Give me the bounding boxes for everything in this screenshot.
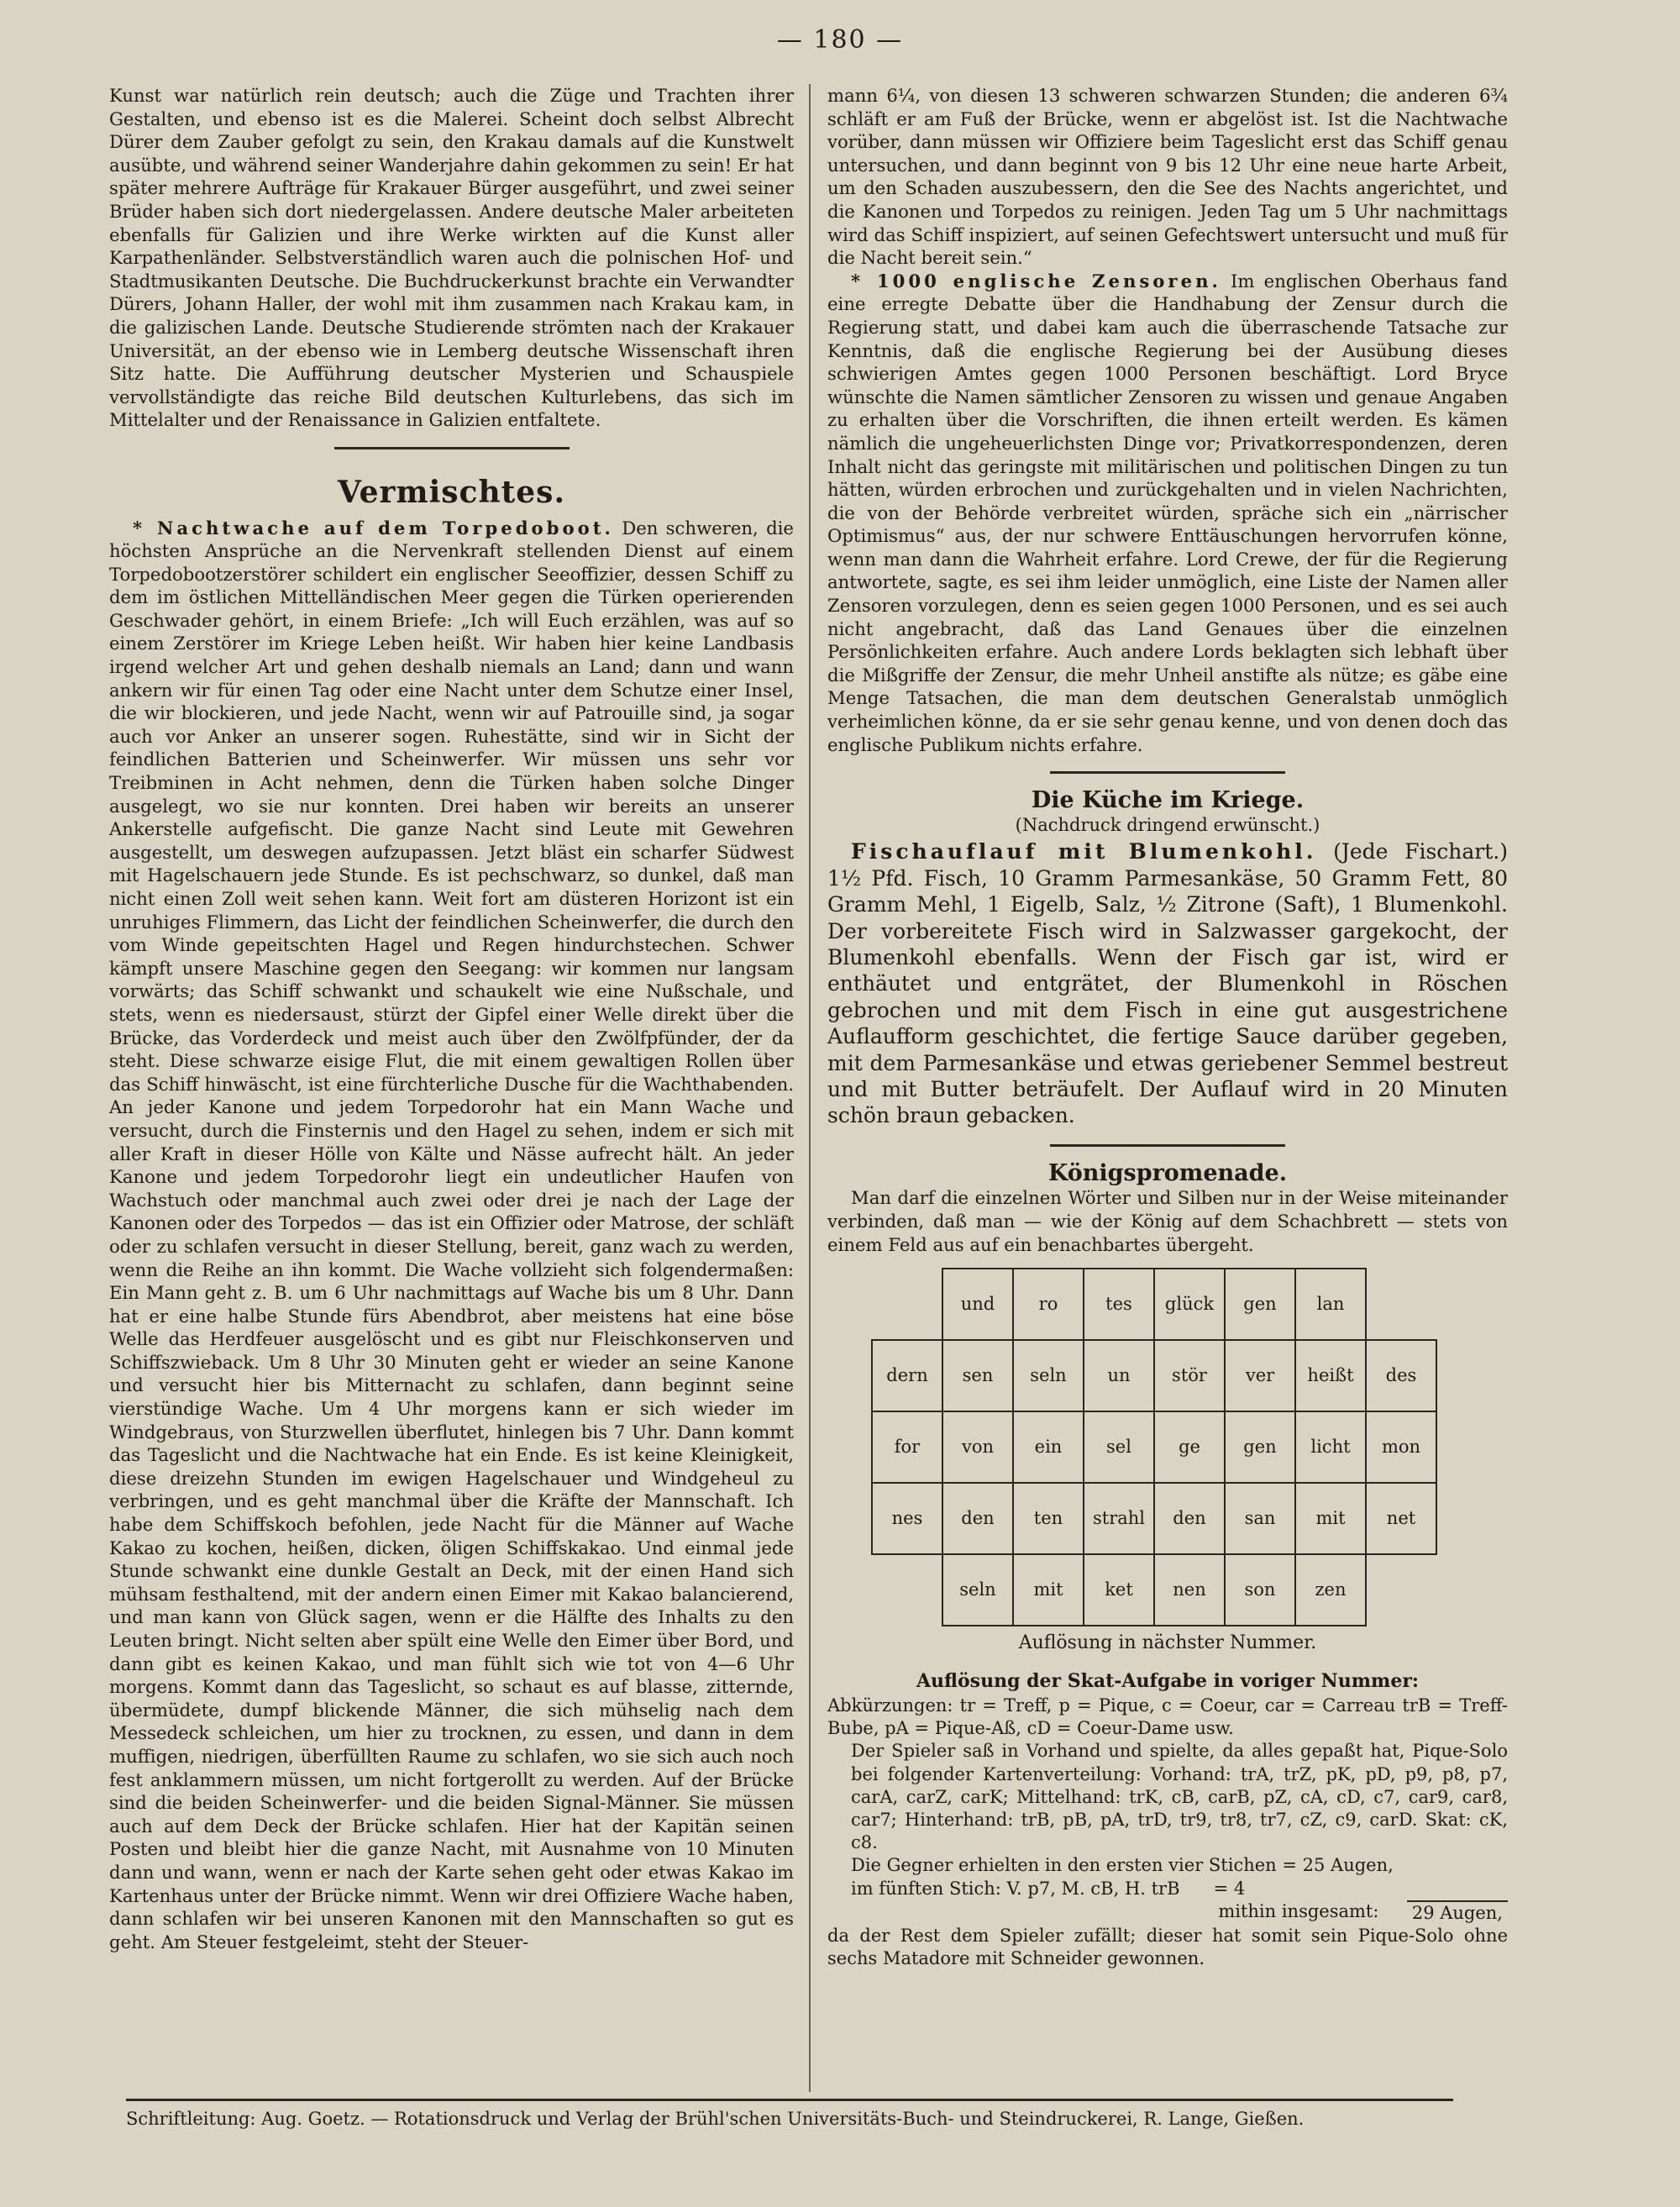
- board-cell: den: [1154, 1483, 1225, 1554]
- recipe-paragraph: [827, 838, 1508, 1128]
- board-cell: san: [1225, 1483, 1295, 1554]
- solution-note: Auflösung in nächster Nummer.: [1018, 1632, 1317, 1654]
- board-row: [872, 1411, 1436, 1483]
- board-cell: seln: [1013, 1340, 1084, 1411]
- skat-sum-value: 29 Augen,: [1407, 1900, 1508, 1925]
- board-row: [872, 1483, 1436, 1554]
- section-separator: [1050, 771, 1285, 774]
- board-cell: licht: [1295, 1411, 1366, 1483]
- skat-line2-text: im fünften Stich: V. p7, M. cB, H. trB: [851, 1878, 1180, 1899]
- zensoren-text: Im englischen Oberhaus fand eine erregte Debatte über die Handhabung der Zensur durch die Regierung statt, und dabei kam auch die überraschende Tatsache zur Kenntnis, daß die englische Regierung bei der Ausübung dieses schwierigen Amtes gegen 1000 Personen beschäftigt. Lord Bryce wünschte die Namen sämtlicher Zensoren zu wissen und genaue Angaben zu erhalten über die Vorschriften, die ihnen erteilt werden. Es kämen nämlich die ungeheuerlichsten Dinge vor; Privatkorrespondenzen, deren Inhalt nicht das geringste mit militärischen und politischen Dingen zu tun hätten, würden erbrochen und zurückgehalten und in vielen Nachrichten, die von der Behörde verbreitet würden, spräche sich ein „närrischer Optimismus“ aus, der nur schwere Enttäuschungen hervorrufen könne, wenn man dann die Wahrheit erfahre. Lord Crewe, der für die Regierung antwortete, sagte, es sei ihm leider unmöglich, eine Liste der Namen aller Zensoren vorzulegen, denn es seien gegen 1000 Personen, und es sei auch nicht angebracht, daß das Land Genaues über die einzelnen Persönlichkeiten erfahre. Auch andere Lords beklagten sich lebhaft über die Mißgriffe der Zensur, die mehr Unheil anstifte als nütze; es gäbe eine Menge Tatsachen, die man dem deutschen Generalstab unmöglich verheimlichen könne, da er sie sehr genau kenne, und von denen doch das englische Publikum nichts erfahre.: [827, 270, 1508, 755]
- zensoren-title: * 1000 englische Zensoren.: [851, 270, 1221, 292]
- recipe-text: (Jede Fischart.) 1½ Pfd. Fisch, 10 Gramm Parmesankäse, 50 Gramm Fett, 80 Gramm Mehl, 1 Eigelb, Salz, ½ Zitrone (Saft), 1 Blumenkohl. Der vorbereitete Fisch wird in Salzwasser gargekocht, der Blumenkohl ebenfalls. Wenn der Fisch gar ist, wird er enthäutet und entgrätet, der Blumenkohl in Röschen gebrochen und mit dem Fisch in eine gut ausgestrichene Auflaufform geschichtet, die fertige Sauce darüber gegeben, mit dem Parmesankäse und etwas geriebener Semmel bestreut und mit Butter beträufelt. Der Auflauf wird in 20 Minuten schön braun gebacken.: [827, 839, 1508, 1128]
- section-separator: [334, 447, 570, 449]
- board-cell: sel: [1084, 1411, 1154, 1483]
- board-row: [872, 1554, 1436, 1626]
- board-cell: ge: [1154, 1411, 1225, 1483]
- board-cell: heißt: [1295, 1340, 1366, 1411]
- skat-line2-value: = 4: [1213, 1878, 1246, 1899]
- board-cell: tes: [1084, 1269, 1154, 1340]
- intro-paragraph: Kunst war natürlich rein deutsch; auch die Züge und Trachten ihrer Gestalten, und ebenso ist es die Malerei. Scheint doch selbst Albrecht Dürer dem Zauber gefolgt zu sein, den Krakau damals auf die Kunstwelt ausübte, und während seiner Wanderjahre dahin gekommen zu sein! Er hat später mehrere Aufträge für Krakauer Bürger ausgeführt, und zwei seiner Brüder haben sich dort niedergelassen. Andere deutsche Maler arbeiteten ebenfalls für Galizien und ihre Werke wirkten auf die Kunst aller Karpathenländer. Selbstverständlich waren auch die polnischen Hof- und Stadtmusikanten Deutsche. Die Buchdruckerkunst brachte ein Verwandter Dürers, Johann Haller, der wohl mit ihm zusammen nach Krakau kam, in die galizischen Lande. Deutsche Studierende strömten nach der Krakauer Universität, an der ebenso wie in Lemberg deutsche Wissenschaft ihren Sitz hatte. Die Aufführung deutscher Mysterien und Schauspiele vervollständigte das reiche Bild deutschen Kulturlebens, das sich im Mittelalter und der Renaissance in Galizien entfaltete.: [109, 85, 794, 431]
- board-cell: [1366, 1269, 1436, 1340]
- right-column: [827, 84, 1508, 1970]
- skat-solution: [827, 1670, 1508, 1971]
- board-cell: mit: [1013, 1554, 1084, 1626]
- skat-sum-row: [827, 1900, 1508, 1925]
- board-cell: ein: [1013, 1411, 1084, 1483]
- board-cell: ro: [1013, 1269, 1084, 1340]
- puzzle-board: [871, 1268, 1437, 1626]
- board-cell: ten: [1013, 1483, 1084, 1554]
- page-number: — 180 —: [776, 25, 904, 55]
- board-cell: for: [872, 1411, 942, 1483]
- section-separator: [1050, 1144, 1285, 1147]
- board-cell: dern: [872, 1340, 942, 1411]
- torpedo-text: Den schweren, die höchsten Ansprüche an die Nervenkraft stellenden Dienst auf einem Torpedobootzerstörer schildert ein englischer Seeoffizier, dessen Schiff zu dem im östlichen Mittelländischen Meer gegen die Türken operierenden Geschwader gehört, in einem Briefe: „Ich will Euch erzählen, was auf so einem Zerstörer im Kriege Leben heißt. Wir haben hier keine Landbasis irgend welcher Art und gehen deshalb niemals an Land; dann und wann ankern wir für einen Tag oder eine Nacht unter dem Schutze einer Insel, die wir blockieren, und jede Nacht, wenn wir auf Patrouille sind, ja sogar auch vor Anker an unserer sogen. Ruhestätte, sind wir in Sicht der feindlichen Batterien und Scheinwerfer. Wir müssen uns sehr vor Treibminen in Acht nehmen, denn die Türken haben solche Dinger ausgelegt, wo sie nur konnten. Drei haben wir bereits an unserer Ankerstelle aufgefischt. Die ganze Nacht sind Leute mit Gewehren ausgestellt, um deswegen aufzupassen. Jetzt bläst ein scharfer Südwest mit Hagelschauern jede Stunde. Es ist pechschwarz, so dunkel, daß man nicht einen Zoll weit sehen kann. Weit fort am düsteren Horizont ist ein unruhiges Flimmern, das Licht der feindlichen Scheinwerfer, die durch den vom Winde gepeitschten Hagel und Regen hindurchstechen. Schwer kämpft unsere Maschine gegen den Seegang: wir kommen nur langsam vorwärts; das Schiff schwankt und schaukelt wie eine Nußschale, und stets, wenn es niedersaust, stürzt der Gipfel einer Welle direkt über die Brücke, das Vorderdeck und meist auch über den Zwölfpfünder, der da steht. Diese schwarze eisige Flut, die mit einem gewaltigen Rollen über das Schiff hinwäscht, ist eine fürchterliche Dusche für die Wachthabenden. An jeder Kanone und jedem Torpedorohr hat ein Mann Wache und versucht, durch die Finsternis und den Hagel zu sehen, indem er sich mit aller Kraft in dieser Hölle von Kälte und Nässe aufrecht hält. An jeder Kanone und jedem Torpedorohr liegt ein undeutlicher Haufen von Wachstuch oder manchmal auch zwei oder drei je nach der Lage der Kanonen oder des Torpedos — das ist ein Offizier oder Matrose, der schläft oder zu schlafen versucht in dieser Stellung, bereit, ganz wach zu werden, wenn die Reihe an ihn kommt. Die Wache vollzieht sich folgendermaßen: Ein Mann geht z. B. um 6 Uhr nachmittags auf Wache bis um 8 Uhr. Dann hat er eine halbe Stunde fürs Abendbrot, aber meistens hat eine böse Welle das Herdfeuer ausgelöscht und es gibt nur Fleischkonserven und Schiffszwieback. Um 8 Uhr 30 Minuten geht er wieder an seine Kanone und versucht hier bis Mitternacht zu schlafen, dann beginnt seine vierstündige Wache. Um 4 Uhr morgens kann er sich wieder im Windgebraus, von Sturzwellen überflutet, hinlegen bis 7 Uhr. Dann kommt das Tageslicht und die Nachtwache hat ein Ende. Es ist keine Kleinigkeit, diese dreizehn Stunden im ewigen Hagelschauer und Windgeheul zu verbringen, und es geht manchmal über die Kräfte der Mannschaft. Ich habe dem Schiffskoch befohlen, jede Nacht für die Männer auf Wache Kakao zu kochen, heißen, dicken, öligen Schiffskakao. Und einmal jede Stunde schwankt eine dunkle Gestalt an Deck, mit der einen Hand sich mühsam festhaltend, mit der andern einen Eimer mit Kakao balancierend, und man kann von Glück sagen, wenn er die Hälfte des Inhalts zu den Leuten bringt. Nicht selten aber spült eine Welle den Eimer über Bord, und dann gibt es keinen Kakao, und man fühlt sich wie tot von 4—6 Uhr morgens. Kommt dann das Tageslicht, so schaut es auf blasse, zitternde, übermüdete, dumpf blickende Männer, die sich mühselig nach dem Messedeck schleichen, um hier zu trocknen, zu essen, und dann in dem muffigen, niedrigen, überfüllten Raume zu schlafen, wo sie sich auch noch fest anklammern müssen, um nicht fortgerollt zu werden. Auf der Brücke sind die beiden Scheinwerfer- und die beiden Signal-Männer. Sie müssen auch auf dem Deck der Brücke schlafen. Hier hat der Kapitän seinen Posten und bleibt hier die ganze Nacht, mit Ausnahme von 10 Minuten dann und wann, wenn er nach der Karte sehen geht oder etwas Kakao im Kartenhaus unter der Brücke nimmt. Wenn wir drei Offiziere Wache haben, dann schlafen wir bei unseren Kanonen mit den Mannschaften so gut es geht. Am Steuer festgeleimt, steht der Steuer-: [109, 517, 794, 1952]
- board-cell: von: [942, 1411, 1013, 1483]
- board-cell: son: [1225, 1554, 1295, 1626]
- recipe-title: Fischauflauf mit Blumenkohl.: [851, 839, 1317, 864]
- board-cell: strahl: [1084, 1483, 1154, 1554]
- board-cell: mon: [1366, 1411, 1436, 1483]
- column-divider: [809, 84, 811, 2092]
- skat-distribution: Der Spieler saß in Vorhand und spielte, da alles gepaßt hat, Pique-Solo bei folgender Kartenverteilung: Vorhand: trA, trZ, pK, pD, p9, p8, p7, carA, carZ, carK; Mittelhand: trK, cB, carB, pZ, cA, cD, c7, car9, car8, car7; Hinterhand: trB, pB, pA, trD, tr9, tr8, tr7, cZ, c9, carD. Skat: cK, c8.: [851, 1741, 1508, 1853]
- board-cell: glück: [1154, 1269, 1225, 1340]
- koenigspromenade-heading: Königspromenade.: [1047, 1159, 1288, 1186]
- skat-line2: [827, 1878, 1508, 1900]
- board-cell: gen: [1225, 1269, 1295, 1340]
- board-row: [872, 1340, 1436, 1411]
- board-cell: [1366, 1554, 1436, 1626]
- board-cell: und: [942, 1269, 1013, 1340]
- board-cell: des: [1366, 1340, 1436, 1411]
- board-cell: [872, 1269, 942, 1340]
- torpedo-continuation: mann 6¼, von diesen 13 schweren schwarzen Stunden; die anderen 6¾ schläft er am Fuß der Brücke, wenn er abgelöst ist. Ist die Nachtwache vorüber, dann müssen wir Offiziere beim Tageslicht erst das Schiff genau untersuchen, und dann beginnt von 9 bis 12 Uhr eine neue harte Arbeit, um den Schaden auszubessern, den die See des Nachts angerichtet, und die Kanonen und Torpedos zu reinigen. Jeden Tag um 5 Uhr nachmittags wird das Schiff inspiziert, auf seinen Gefechtswert untersucht und muß für die Nacht bereit sein.“: [827, 85, 1508, 269]
- board-cell: net: [1366, 1483, 1436, 1554]
- skat-conclusion: da der Rest dem Spieler zufällt; dieser hat somit sein Pique-Solo ohne sechs Matadore mit Schneider gewonnen.: [827, 1926, 1508, 1969]
- zensoren-article: [827, 270, 1508, 756]
- board-cell: sen: [942, 1340, 1013, 1411]
- board-cell: zen: [1295, 1554, 1366, 1626]
- vermischtes-heading: Vermischtes.: [338, 474, 565, 510]
- left-column: [109, 84, 794, 1953]
- board-cell: nes: [872, 1483, 942, 1554]
- recipe: [827, 838, 1508, 1128]
- puzzle-board-wrapper: [871, 1268, 1508, 1626]
- board-cell: seln: [942, 1554, 1013, 1626]
- board-cell: [872, 1554, 942, 1626]
- board-cell: mit: [1295, 1483, 1366, 1554]
- skat-sum-label: mithin insgesamt:: [1218, 1900, 1379, 1921]
- torpedo-title: * Nachtwache auf dem Torpedoboot.: [133, 517, 614, 539]
- board-cell: nen: [1154, 1554, 1225, 1626]
- board-cell: ket: [1084, 1554, 1154, 1626]
- board-cell: stör: [1154, 1340, 1225, 1411]
- skat-abbreviations: Abkürzungen: tr = Treff, p = Pique, c = Coeur, car = Carreau trB = Treff-Bube, pA = Pique-Aß, cD = Coeur-Dame usw.: [827, 1695, 1508, 1739]
- board-cell: den: [942, 1483, 1013, 1554]
- board-cell: gen: [1225, 1411, 1295, 1483]
- koenigspromenade-intro: Man darf die einzelnen Wörter und Silben nur in der Weise miteinander verbinden, daß man — wie der König auf dem Schachbrett — stets von einem Feld aus auf ein benachbartes übergeht.: [827, 1187, 1508, 1255]
- skat-heading: Auflösung der Skat-Aufgabe in voriger Nummer:: [916, 1669, 1420, 1692]
- torpedo-article: [109, 517, 794, 1954]
- imprint-footer: Schriftleitung: Aug. Goetz. — Rotationsdruck und Verlag der Brühl'schen Universitäts-Buch- und Steindruckerei, R. Lange, Gießen.: [126, 2099, 1453, 2133]
- board-cell: lan: [1295, 1269, 1366, 1340]
- board-cell: ver: [1225, 1340, 1295, 1411]
- board-row: [872, 1269, 1436, 1340]
- kueche-subheading: (Nachdruck dringend erwünscht.): [1015, 814, 1320, 835]
- kueche-heading: Die Küche im Kriege.: [1031, 787, 1305, 814]
- board-cell: un: [1084, 1340, 1154, 1411]
- skat-line1: Die Gegner erhielten in den ersten vier Stichen = 25 Augen,: [851, 1855, 1394, 1876]
